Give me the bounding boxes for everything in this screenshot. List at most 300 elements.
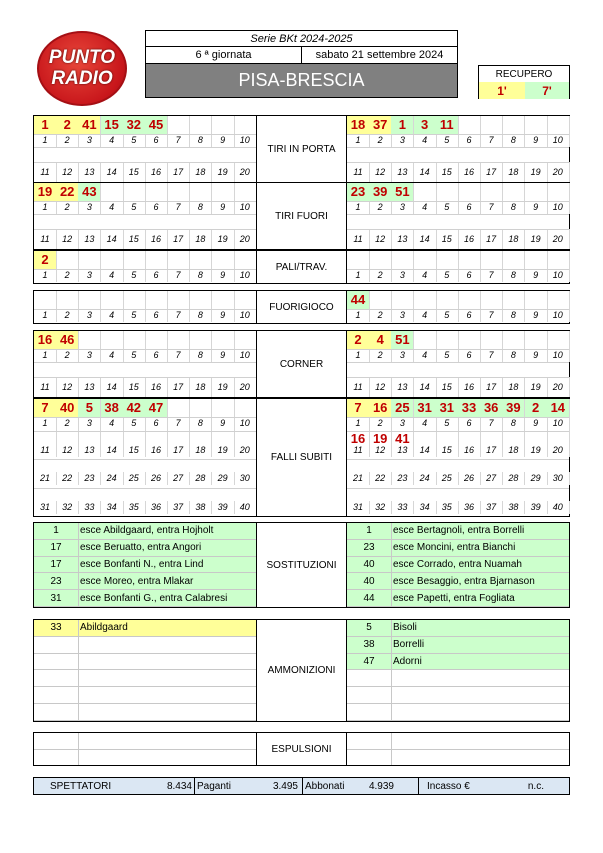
- recupero-first-half: 1': [479, 82, 526, 99]
- espulsioni-label: ESPULSIONI: [256, 733, 347, 765]
- tiri-fuori-home-value: [234, 183, 257, 201]
- falli-home-minute: 39: [212, 501, 235, 514]
- falli-home-minute: 29: [212, 472, 235, 485]
- tiri-fuori-home-value: 43: [78, 183, 101, 201]
- table-row: [347, 704, 569, 721]
- fuorigioco-home-value: [234, 291, 257, 309]
- corner-away-minute: 3: [391, 349, 414, 362]
- falli-away-extra-value: 16: [347, 430, 370, 448]
- falli-away-minute: 9: [525, 417, 548, 430]
- falli-away-minute: 29: [525, 472, 548, 485]
- espulsioni-home-col: [78, 733, 79, 765]
- fuorigioco-away-minute: 1: [347, 309, 370, 322]
- sostituzioni-label: SOSTITUZIONI: [256, 523, 347, 607]
- tiri-in-porta-home-minute: 7: [167, 134, 190, 147]
- corner-home-minute: 15: [123, 377, 146, 397]
- table-row: [34, 620, 256, 637]
- tiri-in-porta-away-minute: 13: [391, 162, 414, 182]
- fuorigioco-away-value: [502, 291, 525, 309]
- falli-away-minute: 11: [347, 444, 370, 457]
- falli-home-minute: 12: [56, 444, 79, 457]
- falli-home-minute: 33: [78, 501, 101, 514]
- falli-home-minute: 20: [234, 444, 257, 457]
- row-text: [78, 704, 256, 720]
- tiri-in-porta-home-minute: 18: [189, 162, 212, 182]
- corner-away-minute: 2: [369, 349, 392, 362]
- falli-away-minute: 35: [436, 501, 459, 514]
- row-text: esce Corrado, entra Nuamah: [393, 558, 522, 570]
- corner-home-minute: 11: [34, 377, 57, 397]
- tiri-in-porta-home-value: 1: [34, 116, 57, 134]
- tiri-in-porta-home-minute: 5: [123, 134, 146, 147]
- row-text: [391, 687, 569, 703]
- falli-home-rule: [34, 431, 256, 432]
- fuorigioco-away-value: [369, 291, 392, 309]
- tiri-fuori-home-rule: [34, 201, 256, 202]
- tiri-in-porta-away-minute: 19: [525, 162, 548, 182]
- tiri-in-porta-home-minute: 3: [78, 134, 101, 147]
- corner-home-minute: 18: [189, 377, 212, 397]
- falli-away-minute: 12: [369, 444, 392, 457]
- falli-away-minute: 15: [436, 444, 459, 457]
- pali-traverse-away-value: [502, 251, 525, 269]
- abbonati-value: 4.939: [368, 780, 394, 792]
- tiri-fuori-home-minute: 15: [123, 229, 146, 249]
- tiri-fuori-away-value: [480, 183, 503, 201]
- fuorigioco-home-value: [123, 291, 146, 309]
- ammonizioni-section: [33, 619, 570, 722]
- abbonati-label: Abbonati: [302, 778, 344, 794]
- falli-away-minute: 7: [480, 417, 503, 430]
- corner-away-rule: [347, 362, 569, 363]
- corner-home-rule: [34, 349, 256, 350]
- falli-away-value: 31: [414, 399, 437, 417]
- tiri-fuori-home-minute: 2: [56, 201, 79, 214]
- fuorigioco-away-minute: 5: [436, 309, 459, 322]
- row-minute: [34, 687, 79, 703]
- corner-home-minute: 2: [56, 349, 79, 362]
- tiri-fuori-home-minute: 17: [167, 229, 190, 249]
- corner-away-minute: 15: [436, 377, 459, 397]
- falli-away-minute: 6: [458, 417, 481, 430]
- corner-away-minute: 10: [547, 349, 570, 362]
- tiri-fuori-away-value: [414, 183, 437, 201]
- tiri-in-porta-away-minute: 17: [480, 162, 503, 182]
- tiri-in-porta-home-value: 41: [78, 116, 101, 134]
- tiri-fuori-away-value: 51: [391, 183, 414, 201]
- falli-away-minute: 26: [458, 472, 481, 485]
- fuorigioco-away-rule: [347, 309, 569, 310]
- falli-away-value: 33: [458, 399, 481, 417]
- corner-away-value: [414, 331, 437, 349]
- corner-away-minute: 5: [436, 349, 459, 362]
- corner-home-minute: 13: [78, 377, 101, 397]
- tiri-fuori-home-minute: 6: [145, 201, 168, 214]
- row-minute: 31: [34, 590, 79, 606]
- pali-traverse-away-rule: [347, 269, 569, 270]
- spettatori-label: SPETTATORI: [50, 780, 112, 792]
- tiri-fuori-away-value: [502, 183, 525, 201]
- fuorigioco-home-value: [34, 291, 57, 309]
- falli-away-minute: 23: [391, 472, 414, 485]
- falli-home-minute: 14: [101, 444, 124, 457]
- table-row: [347, 573, 569, 590]
- row-minute: [34, 654, 79, 670]
- tiri-in-porta-home-value: 45: [145, 116, 168, 134]
- row-text: esce Moreo, entra Mlakar: [80, 575, 194, 587]
- falli-away-value: 14: [547, 399, 570, 417]
- table-row: [347, 590, 569, 607]
- tiri-in-porta-away-value: [502, 116, 525, 134]
- espulsioni-away-divider: [347, 749, 569, 750]
- corner-label: CORNER: [256, 331, 347, 397]
- corner-home-value: 46: [56, 331, 79, 349]
- falli-home-minute: 8: [189, 417, 212, 430]
- tiri-fuori-away-minute: 11: [347, 229, 370, 249]
- pali-traverse-away-value: [458, 251, 481, 269]
- tiri-in-porta-away-minute: 9: [525, 134, 548, 147]
- giornata-label: 6 ª giornata: [146, 47, 302, 64]
- fuorigioco-home-minute: 2: [56, 309, 79, 322]
- tiri-fuori-away-minute: 5: [436, 201, 459, 214]
- tiri-in-porta-home-rule: [34, 147, 256, 148]
- ammonizioni-away: [347, 620, 569, 721]
- tiri-in-porta-away-minute: 12: [369, 162, 392, 182]
- tiri-fuori-away-minute: 14: [414, 229, 437, 249]
- falli-away-minute: 30: [547, 472, 570, 485]
- fuorigioco-away-value: [458, 291, 481, 309]
- row-text: esce Besaggio, entra Bjarnason: [393, 575, 535, 587]
- fuorigioco-home-rule: [34, 309, 256, 310]
- pali-traverse-away-minute: 10: [547, 269, 570, 282]
- serie-label: Serie BKt 2024-2025: [146, 31, 457, 47]
- fuorigioco-away-value: [414, 291, 437, 309]
- tiri-in-porta-away-value: [525, 116, 548, 134]
- table-row: [347, 523, 569, 540]
- tiri-in-porta-home-minute: 2: [56, 134, 79, 147]
- falli-away-minute: 18: [502, 444, 525, 457]
- tiri-in-porta-home-minute: 17: [167, 162, 190, 182]
- table-row: [34, 637, 256, 654]
- row-text: [78, 687, 256, 703]
- falli-away-minute: 19: [525, 444, 548, 457]
- logo-text-line1: PUNTO: [48, 47, 116, 68]
- pali-traverse-home-value: [101, 251, 124, 269]
- tiri-fuori-away-minute: 6: [458, 201, 481, 214]
- falli-home-value: [189, 399, 212, 417]
- table-row: [347, 670, 569, 687]
- fuorigioco-away-minute: 7: [480, 309, 503, 322]
- pali-traverse-home-minute: 7: [167, 269, 190, 282]
- corner-home-minute: 20: [234, 377, 257, 397]
- tiri-in-porta-away-minute: 18: [502, 162, 525, 182]
- tiri-fuori-home-minute: 13: [78, 229, 101, 249]
- falli-away-minute: 3: [391, 417, 414, 430]
- table-row: [34, 540, 256, 557]
- falli-home-minute: 4: [101, 417, 124, 430]
- falli-home-minute: 19: [212, 444, 235, 457]
- falli-away-minute: 27: [480, 472, 503, 485]
- row-text: Borrelli: [393, 639, 425, 651]
- tiri-fuori-home-value: [101, 183, 124, 201]
- falli-home-minute: 21: [34, 472, 57, 485]
- corner-away-minute: 4: [414, 349, 437, 362]
- paganti-value: 3.495: [272, 780, 298, 792]
- tiri-in-porta-away-minute: 10: [547, 134, 570, 147]
- falli-away-value: 25: [391, 399, 414, 417]
- corner-away-value: 4: [369, 331, 392, 349]
- pali-traverse-home-value: [123, 251, 146, 269]
- fuorigioco-away-minute: 9: [525, 309, 548, 322]
- pali-traverse-away-value: [547, 251, 570, 269]
- falli-home-value: 7: [34, 399, 57, 417]
- corner-home-minute: 12: [56, 377, 79, 397]
- corner-away-minute: 19: [525, 377, 548, 397]
- corner-home-minute: 17: [167, 377, 190, 397]
- tiri-fuori-home-minute: 18: [189, 229, 212, 249]
- tiri-fuori-home-minute: 11: [34, 229, 57, 249]
- tiri-fuori-away-minute: 13: [391, 229, 414, 249]
- fuorigioco-home-minute: 8: [189, 309, 212, 322]
- row-minute: 23: [347, 540, 392, 556]
- tiri-in-porta-home-minute: 10: [234, 134, 257, 147]
- falli-home-value: [167, 399, 190, 417]
- row-text: esce Bonfanti G., entra Calabresi: [80, 592, 228, 604]
- falli-home-value: 40: [56, 399, 79, 417]
- corner-home-minute: 3: [78, 349, 101, 362]
- falli-home-minute: 22: [56, 472, 79, 485]
- tiri-in-porta-home-minute: 9: [212, 134, 235, 147]
- row-text: esce Moncini, entra Bianchi: [393, 542, 516, 554]
- falli-away-rule: [347, 488, 569, 489]
- falli-away-minute: 17: [480, 444, 503, 457]
- falli-home-minute: 26: [145, 472, 168, 485]
- tiri-fuori-home-minute: 5: [123, 201, 146, 214]
- row-minute: 40: [347, 573, 392, 589]
- spettatori-value: 8.434: [166, 780, 192, 792]
- corner-home-minute: 19: [212, 377, 235, 397]
- table-row: [34, 654, 256, 671]
- corner-home-minute: 7: [167, 349, 190, 362]
- table-row: [34, 557, 256, 574]
- falli-away-minute: 36: [458, 501, 481, 514]
- falli-away-minute: 24: [414, 472, 437, 485]
- fuorigioco-home-minute: 4: [101, 309, 124, 322]
- falli-home-minute: 17: [167, 444, 190, 457]
- sostituzioni-section: [33, 522, 570, 608]
- row-minute: [34, 704, 79, 720]
- fuorigioco-home-value: [212, 291, 235, 309]
- corner-home-rule: [34, 377, 256, 378]
- row-text: esce Abildgaard, entra Hojholt: [80, 525, 214, 537]
- falli-home-minute: 15: [123, 444, 146, 457]
- table-row: [34, 704, 256, 721]
- fuorigioco-section: [33, 290, 570, 324]
- pali-traverse-section: [33, 250, 570, 284]
- table-row: [347, 540, 569, 557]
- row-minute: 1: [347, 523, 392, 539]
- tiri-in-porta-away-value: [480, 116, 503, 134]
- table-row: [347, 637, 569, 654]
- tiri-in-porta-home-minute: 8: [189, 134, 212, 147]
- fuorigioco-away-value: [436, 291, 459, 309]
- falli-home-value: [212, 399, 235, 417]
- pali-traverse-away-value: [414, 251, 437, 269]
- corner-home-rule: [34, 362, 256, 363]
- row-minute: [34, 637, 79, 653]
- tiri-fuori-home-value: 19: [34, 183, 57, 201]
- tiri-in-porta-away-value: 11: [436, 116, 459, 134]
- falli-away-minute: 32: [369, 501, 392, 514]
- tiri-in-porta-home-minute: 4: [101, 134, 124, 147]
- tiri-in-porta-home-value: [234, 116, 257, 134]
- tiri-fuori-away-minute: 2: [369, 201, 392, 214]
- falli-away-rule: [347, 417, 569, 418]
- fuorigioco-home-minute: 6: [145, 309, 168, 322]
- corner-home-value: [167, 331, 190, 349]
- pali-traverse-home-minute: 6: [145, 269, 168, 282]
- falli-home-minute: 34: [101, 501, 124, 514]
- fuorigioco-home-minute: 5: [123, 309, 146, 322]
- falli-away-minute: 10: [547, 417, 570, 430]
- falli-home-minute: 23: [78, 472, 101, 485]
- tiri-fuori-away-minute: 15: [436, 229, 459, 249]
- corner-home-minute: 8: [189, 349, 212, 362]
- tiri-in-porta-home-rule: [34, 162, 256, 163]
- tiri-in-porta-home-value: 32: [123, 116, 146, 134]
- falli-away-minute: 25: [436, 472, 459, 485]
- tiri-in-porta-away-minute: 20: [547, 162, 570, 182]
- tiri-fuori-away-minute: 3: [391, 201, 414, 214]
- row-text: [391, 670, 569, 686]
- tiri-fuori-home-minute: 14: [101, 229, 124, 249]
- corner-home-minute: 14: [101, 377, 124, 397]
- corner-home-value: [123, 331, 146, 349]
- tiri-in-porta-away-minute: 3: [391, 134, 414, 147]
- falli-away-minute: 38: [502, 501, 525, 514]
- tiri-in-porta-away-minute: 11: [347, 162, 370, 182]
- row-text: esce Bertagnoli, entra Borrelli: [393, 525, 525, 537]
- fuorigioco-home-value: [78, 291, 101, 309]
- tiri-fuori-home-minute: 19: [212, 229, 235, 249]
- falli-home-minute: 27: [167, 472, 190, 485]
- row-minute: 38: [347, 637, 392, 653]
- falli-away-minute: 5: [436, 417, 459, 430]
- tiri-in-porta-away-rule: [347, 147, 569, 148]
- tiri-fuori-home-minute: 1: [34, 201, 57, 214]
- falli-home-minute: 40: [234, 501, 257, 514]
- tiri-fuori-away-value: 39: [369, 183, 392, 201]
- corner-away-minute: 12: [369, 377, 392, 397]
- logo-text-line2: RADIO: [51, 68, 113, 89]
- falli-home-rule: [34, 488, 256, 489]
- tiri-fuori-away-minute: 20: [547, 229, 570, 249]
- pali-traverse-away-value: [391, 251, 414, 269]
- falli-home-value: 42: [123, 399, 146, 417]
- tiri-fuori-home-value: [189, 183, 212, 201]
- falli-away-minute: 14: [414, 444, 437, 457]
- tiri-fuori-home-minute: 7: [167, 201, 190, 214]
- corner-home-minute: 6: [145, 349, 168, 362]
- incasso-label: Incasso €: [418, 778, 470, 794]
- tiri-in-porta-away-minute: 5: [436, 134, 459, 147]
- espulsioni-home-divider: [34, 749, 256, 750]
- fuorigioco-home-value: [167, 291, 190, 309]
- falli-home-minute: 2: [56, 417, 79, 430]
- tiri-fuori-home-value: [167, 183, 190, 201]
- tiri-in-porta-away-value: 37: [369, 116, 392, 134]
- pali-traverse-away-value: [525, 251, 548, 269]
- falli-away-minute: 4: [414, 417, 437, 430]
- tiri-fuori-home-minute: 20: [234, 229, 257, 249]
- tiri-fuori-home-minute: 12: [56, 229, 79, 249]
- falli-away-minute: 20: [547, 444, 570, 457]
- corner-away-minute: 14: [414, 377, 437, 397]
- falli-home-minute: 38: [189, 501, 212, 514]
- row-minute: [347, 704, 392, 720]
- falli-home-minute: 25: [123, 472, 146, 485]
- corner-away-minute: 9: [525, 349, 548, 362]
- tiri-fuori-away-minute: 18: [502, 229, 525, 249]
- row-minute: 17: [34, 540, 79, 556]
- tiri-in-porta-home-value: 15: [101, 116, 124, 134]
- ammonizioni-label: AMMONIZIONI: [256, 620, 347, 721]
- corner-away-value: 2: [347, 331, 370, 349]
- row-text: [78, 670, 256, 686]
- corner-home-value: [189, 331, 212, 349]
- table-row: [34, 523, 256, 540]
- row-minute: [34, 670, 79, 686]
- pali-traverse-home-value: [189, 251, 212, 269]
- tiri-fuori-home-minute: 9: [212, 201, 235, 214]
- corner-section: [33, 330, 570, 398]
- tiri-in-porta-away-minute: 14: [414, 162, 437, 182]
- tiri-in-porta-home-value: 2: [56, 116, 79, 134]
- tiri-fuori-home-value: [123, 183, 146, 201]
- falli-home-minute: 36: [145, 501, 168, 514]
- pali-traverse-home-value: [56, 251, 79, 269]
- tiri-fuori-away-rule: [347, 201, 569, 202]
- falli-home-value: [234, 399, 257, 417]
- falli-away-value: 2: [525, 399, 548, 417]
- tiri-in-porta-away-minute: 16: [458, 162, 481, 182]
- corner-away-value: 51: [391, 331, 414, 349]
- falli-home-minute: 11: [34, 444, 57, 457]
- falli-home-minute: 35: [123, 501, 146, 514]
- corner-away-minute: 17: [480, 377, 503, 397]
- match-header: [145, 30, 458, 98]
- corner-home-minute: 16: [145, 377, 168, 397]
- tiri-in-porta-away-value: 18: [347, 116, 370, 134]
- pali-traverse-away-minute: 5: [436, 269, 459, 282]
- tiri-fuori-away-minute: 7: [480, 201, 503, 214]
- tiri-in-porta-away-minute: 4: [414, 134, 437, 147]
- row-text: esce Beruatto, entra Angori: [80, 542, 202, 554]
- row-minute: 17: [34, 557, 79, 573]
- falli-home-minute: 31: [34, 501, 57, 514]
- row-minute: 23: [34, 573, 79, 589]
- fuorigioco-home-minute: 9: [212, 309, 235, 322]
- corner-home-minute: 4: [101, 349, 124, 362]
- fuorigioco-away-minute: 2: [369, 309, 392, 322]
- corner-home-minute: 5: [123, 349, 146, 362]
- tiri-in-porta-home-minute: 16: [145, 162, 168, 182]
- falli-away-minute: 22: [369, 472, 392, 485]
- row-text: [78, 637, 256, 653]
- fuorigioco-home-value: [56, 291, 79, 309]
- tiri-fuori-away-minute: 16: [458, 229, 481, 249]
- falli-away-extra-value: 19: [369, 430, 392, 448]
